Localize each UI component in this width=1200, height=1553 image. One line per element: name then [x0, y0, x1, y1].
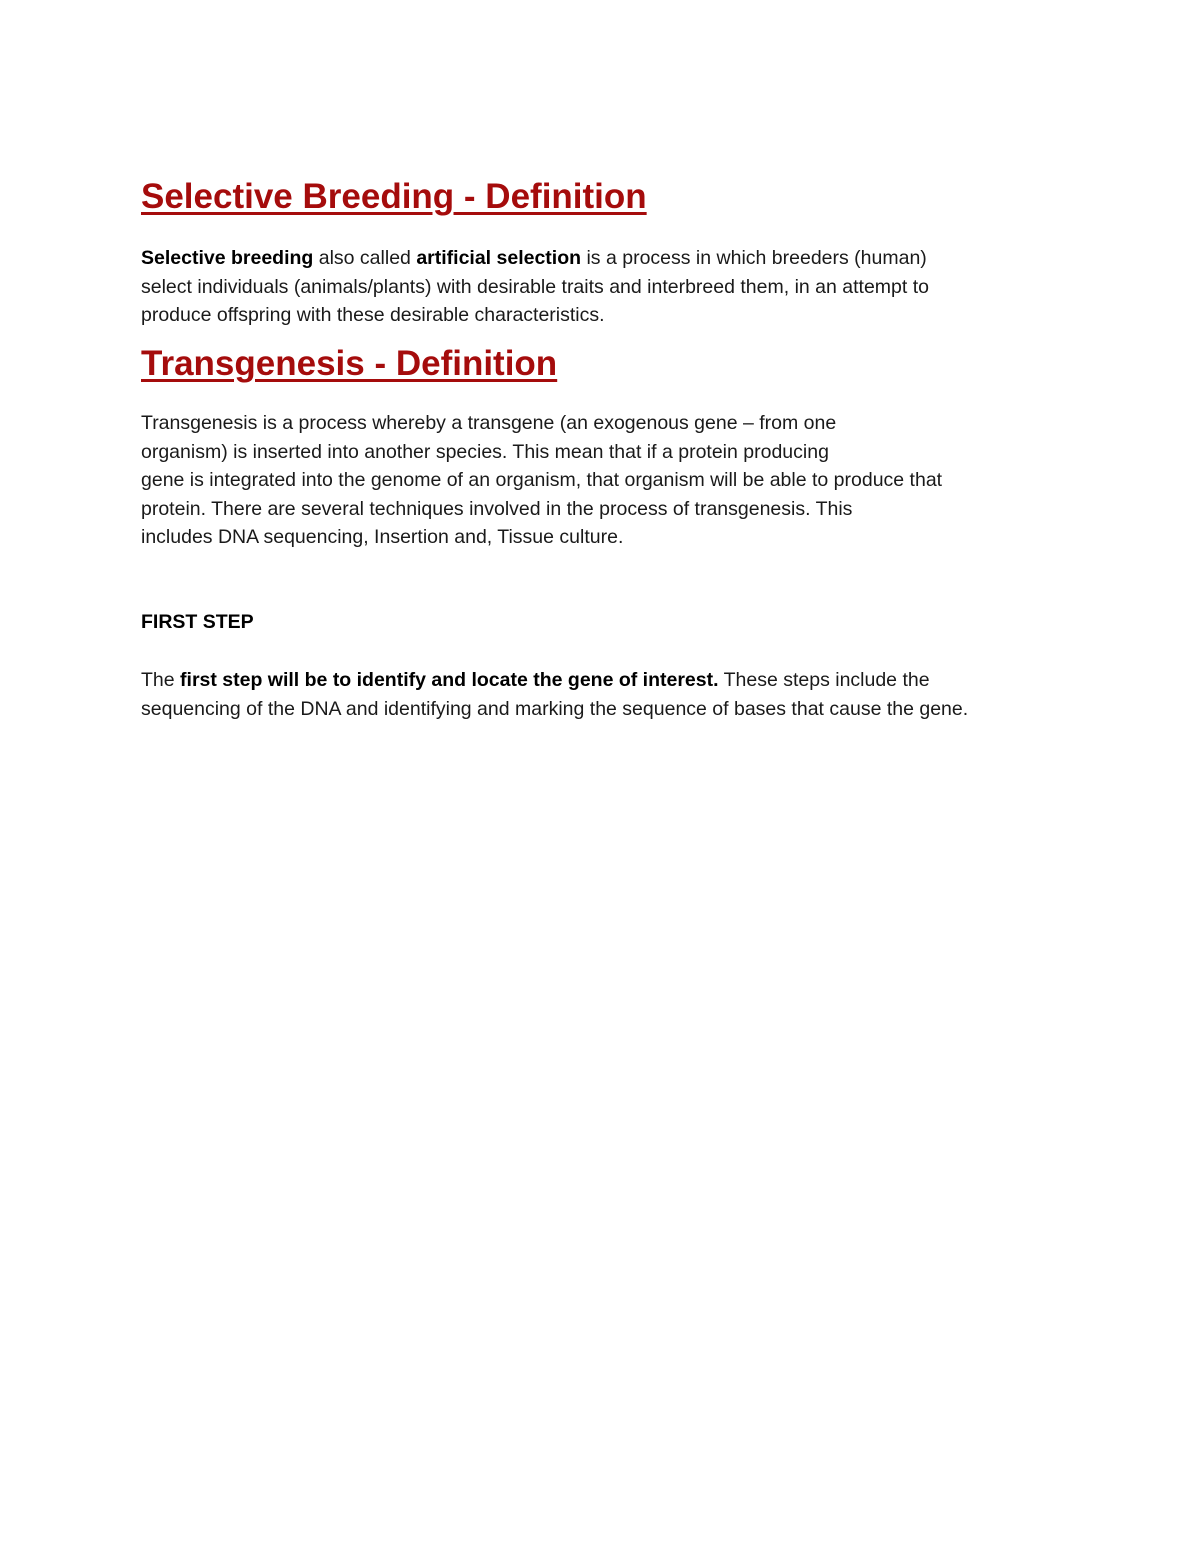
paragraph-line: includes DNA sequencing, Insertion and, Tissue culture. — [141, 526, 624, 548]
first-step-paragraph — [141, 666, 968, 723]
bold-phrase-first-step: first step will be to identify and locate the gene of interest. — [180, 669, 719, 691]
text-run: These steps include the — [718, 669, 930, 691]
transgenesis-heading: Transgenesis - Definition — [141, 344, 558, 383]
paragraph-line — [141, 666, 968, 695]
bold-term-selective-breeding: Selective breeding — [141, 247, 314, 269]
text-run: The — [141, 669, 181, 691]
paragraph-line: produce offspring with these desirable characteristics. — [141, 304, 605, 326]
text-run: is a process in which breeders (human) — [581, 247, 927, 269]
first-step-heading: FIRST STEP — [141, 611, 254, 633]
text-run: also called — [313, 247, 417, 269]
transgenesis-paragraph — [141, 409, 942, 552]
paragraph-line — [141, 244, 929, 273]
bold-term-artificial-selection: artificial selection — [416, 247, 582, 269]
paragraph-line: sequencing of the DNA and identifying and marking the sequence of bases that cause the gene. — [141, 697, 969, 720]
paragraph-line: select individuals (animals/plants) with desirable traits and interbreed them, in an attempt to — [141, 275, 929, 298]
paragraph-line: protein. There are several techniques involved in the process of transgenesis. This — [141, 497, 853, 520]
paragraph-line: gene is integrated into the genome of an organism, that organism will be able to produce that — [141, 469, 943, 491]
selective-breeding-heading: Selective Breeding - Definition — [141, 177, 647, 216]
paragraph-line: Transgenesis is a process whereby a transgene (an exogenous gene – from one — [141, 412, 837, 434]
paragraph-line: organism) is inserted into another species. This mean that if a protein producing — [141, 440, 829, 463]
selective-breeding-paragraph — [141, 244, 929, 330]
